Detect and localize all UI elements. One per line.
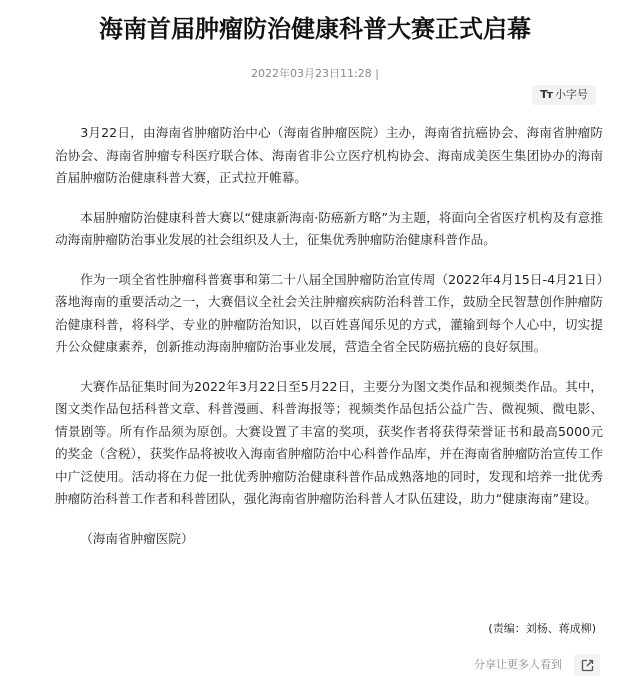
share-bar xyxy=(474,654,600,676)
share-text: 分享让更多人看到 xyxy=(474,658,562,671)
editor-credit: (责编：刘杨、蒋成柳) xyxy=(488,622,596,635)
paragraph: 大赛作品征集时间为2022年3月22日至5月22日，主要分为图文类作品和视频类作品。其中，图文类作品包括科普文章、科普漫画、科普海报等；视频类作品包括公益广告、微视频、微电影、情景剧等。所有作品须为原创。大赛设置了丰富的奖项，获奖作者将获得荣誉证书和最高5000元的奖金（含税），获奖作品将被收入海南省肿瘤防治中心科普作品库，并在海南省肿瘤防治宣传工作中广泛使用。活动将在力促一批优秀肿瘤防治健康科普作品成熟落地的同时，发现和培养一批优秀肿瘤防治科普工作者和科普团队，强化海南省肿瘤防治科普人才队伍建设，助力“健康海南”建设。 xyxy=(55,378,603,506)
article-meta xyxy=(0,66,630,82)
share-icon xyxy=(581,659,594,672)
article-title: 海南首届肿瘤防治健康科普大赛正式启幕 xyxy=(99,15,531,43)
publish-datetime: 2022年03月23日11:28 xyxy=(251,67,372,80)
share-button[interactable] xyxy=(574,654,600,676)
article-body xyxy=(55,122,603,567)
meta-separator: | xyxy=(375,67,379,80)
font-size-label: 小字号 xyxy=(555,88,588,101)
paragraph: 3月22日，由海南省肿瘤防治中心（海南省肿瘤医院）主办，海南省抗癌协会、海南省肿瘤防治协会、海南省肿瘤专科医疗联合体、海南省非公立医疗机构协会、海南成美医生集团协办的海南首届肿瘤防治健康科普大赛，正式拉开帷幕。 xyxy=(55,125,603,185)
paragraph: 本届肿瘤防治健康科普大赛以“健康新海南·防癌新方略”为主题，将面向全省医疗机构及有意推动海南肿瘤防治事业发展的社会组织及人士，征集优秀肿瘤防治健康科普作品。 xyxy=(55,209,603,247)
font-size-icon: Tт xyxy=(540,88,552,101)
paragraph: 作为一项全省性肿瘤科普赛事和第二十八届全国肿瘤防治宣传周（2022年4月15日-4月21日）落地海南的重要活动之一，大赛倡议全社会关注肿瘤疾病防治科普工作，鼓励全民智慧创作肿瘤防治健康科普，将科学、专业的肿瘤防治知识，以百姓喜闻乐见的方式，灌输到每个人心中，切实提升公众健康素养，创新推动海南肿瘤防治事业发展，营造全省全民防癌抗癌的良好氛围。 xyxy=(55,271,603,354)
font-size-toggle-button[interactable] xyxy=(532,85,596,105)
article-source: （海南省肿瘤医院） xyxy=(80,530,194,546)
